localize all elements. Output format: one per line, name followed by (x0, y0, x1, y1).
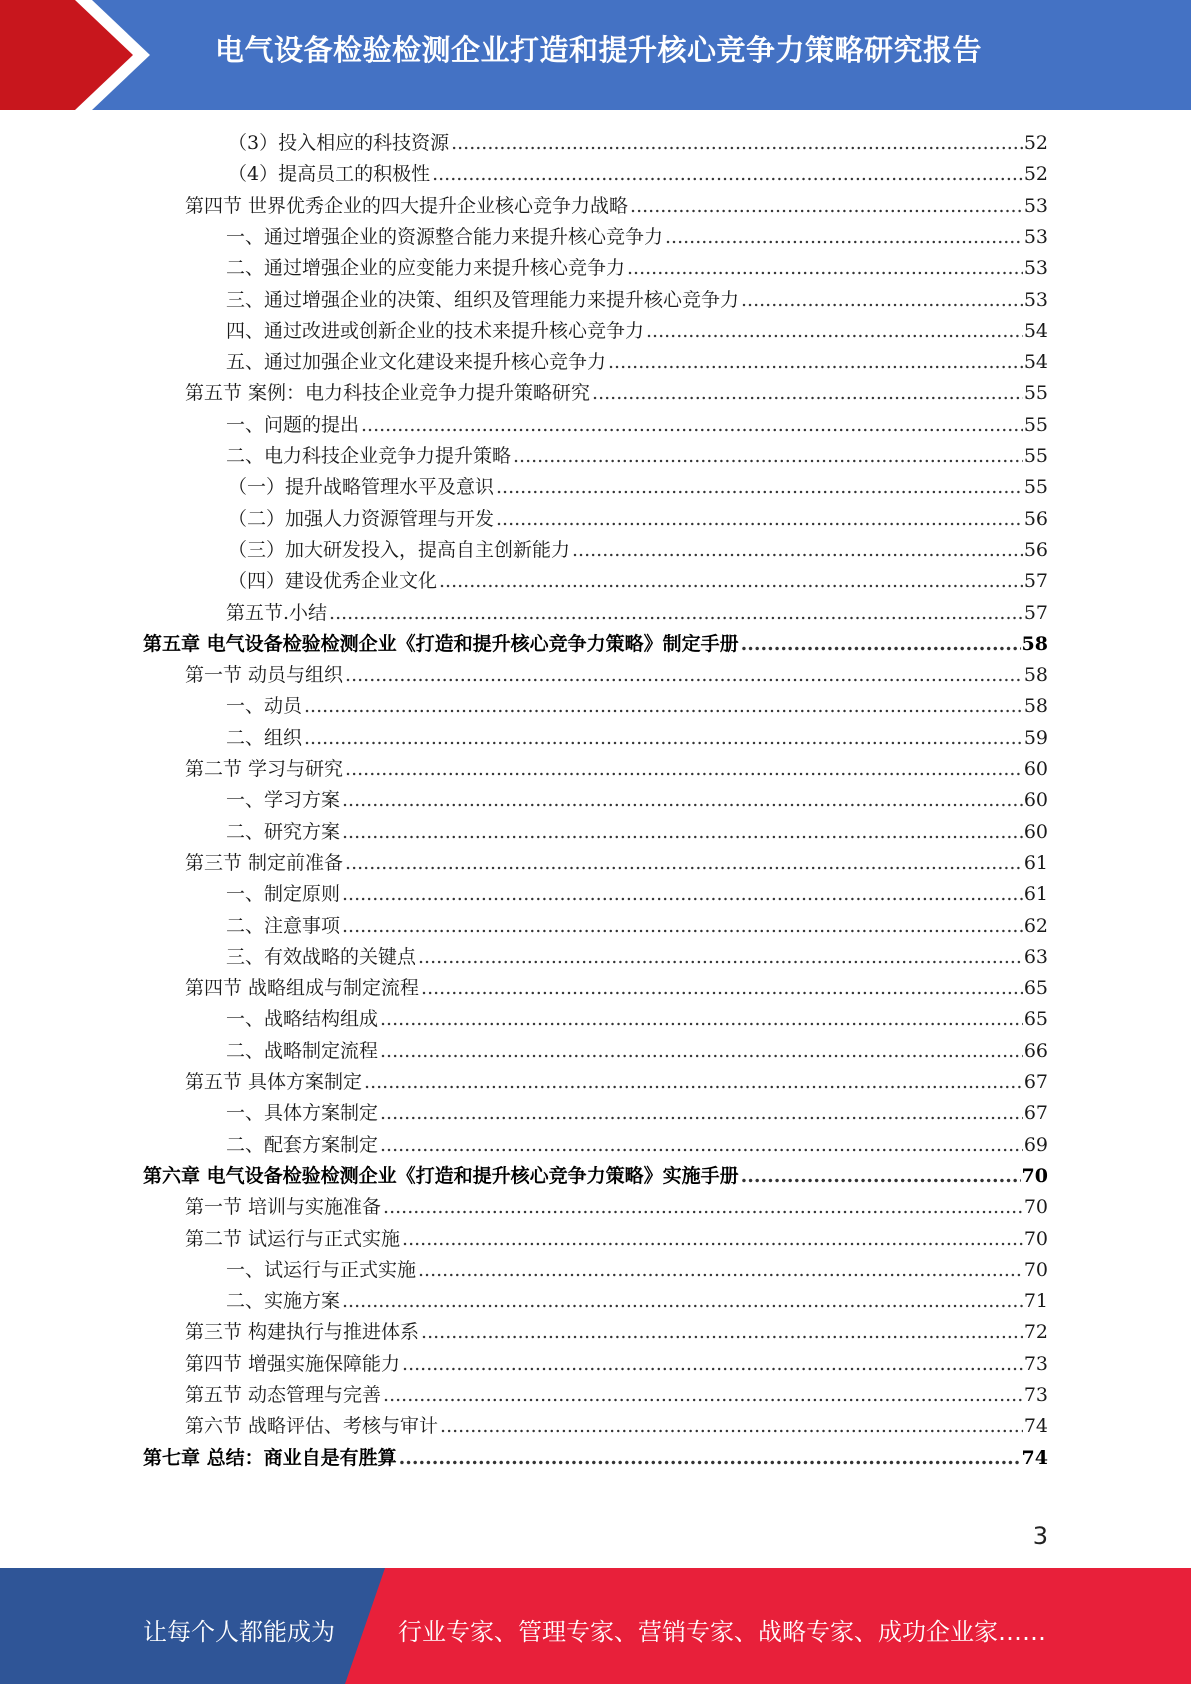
toc-entry-title: （二）加强人力资源管理与开发 (228, 507, 495, 530)
footer-slogan-left: 让每个人都能成为 (143, 1618, 335, 1646)
toc-dot-leader (418, 942, 1023, 973)
toc-entry-title: 一、问题的提出 (226, 413, 360, 436)
toc-dot-leader (439, 566, 1023, 597)
toc-entry[interactable] (143, 1443, 1048, 1474)
toc-dot-leader (451, 128, 1023, 159)
toc-entry[interactable] (226, 1004, 1048, 1035)
toc-entry-title: 一、学习方案 (226, 789, 341, 812)
toc-entry-title: （3）投入相应的科技资源 (228, 132, 450, 154)
toc-dot-leader (421, 973, 1023, 1004)
toc-dot-leader (342, 785, 1023, 816)
toc-entry-page: 58 (1023, 664, 1048, 687)
toc-entry-title: 二、组织 (226, 726, 303, 749)
toc-dot-leader (304, 723, 1023, 754)
toc-entry[interactable] (185, 1380, 1048, 1411)
toc-dot-leader (440, 1411, 1023, 1442)
toc-entry-title: 第五节 具体方案制定 (185, 1071, 363, 1093)
toc-entry-page: 60 (1023, 789, 1048, 812)
toc-dot-leader (342, 1286, 1023, 1317)
toc-entry[interactable] (226, 347, 1048, 378)
toc-entry[interactable] (228, 504, 1048, 535)
toc-entry-page: 56 (1023, 538, 1048, 561)
toc-entry-title: 二、配套方案制定 (226, 1133, 379, 1156)
header-banner (0, 0, 1191, 110)
toc-entry-page: 52 (1023, 163, 1048, 186)
toc-dot-leader (361, 410, 1023, 441)
toc-entry-page: 54 (1023, 319, 1048, 342)
toc-entry[interactable] (228, 159, 1048, 190)
toc-entry-page: 55 (1023, 445, 1048, 467)
toc-entry-title: 二、战略制定流程 (226, 1039, 379, 1062)
toc-entry-title: 第四节 世界优秀企业的四大提升企业核心竞争力战略 (185, 194, 629, 217)
toc-entry-page: 59 (1023, 726, 1048, 749)
toc-dot-leader (421, 1317, 1023, 1348)
toc-dot-leader (630, 191, 1023, 222)
toc-entry-page: 54 (1023, 351, 1048, 374)
toc-entry[interactable] (226, 253, 1048, 284)
toc-entry[interactable] (185, 848, 1048, 879)
toc-entry-title: 三、通过增强企业的决策、组织及管理能力来提升核心竞争力 (226, 288, 740, 311)
toc-entry-page: 74 (1023, 1415, 1048, 1438)
toc-entry[interactable] (226, 785, 1048, 816)
toc-entry[interactable] (226, 1130, 1048, 1161)
toc-dot-leader (345, 754, 1023, 785)
toc-entry[interactable] (185, 754, 1048, 785)
toc-entry-page: 61 (1023, 851, 1048, 874)
toc-entry-title: 第四节 增强实施保障能力 (185, 1352, 401, 1375)
toc-entry-title: 第二节 学习与研究 (185, 758, 344, 780)
toc-dot-leader (342, 817, 1023, 848)
toc-entry[interactable] (228, 535, 1048, 566)
toc-entry[interactable] (185, 1317, 1048, 1348)
toc-dot-leader (380, 1036, 1023, 1067)
toc-entry[interactable] (226, 441, 1048, 472)
toc-entry-title: 第三节 构建执行与推进体系 (185, 1321, 420, 1344)
toc-entry-title: 第五节 动态管理与完善 (185, 1384, 382, 1406)
toc-entry-page: 73 (1023, 1384, 1048, 1406)
toc-entry[interactable] (228, 472, 1048, 503)
toc-entry[interactable] (226, 691, 1048, 722)
toc-entry-title: 二、通过增强企业的应变能力来提升核心竞争力 (226, 257, 626, 280)
toc-dot-leader (402, 1224, 1023, 1255)
toc-entry-title: （三）加大研发投入，提高自主创新能力 (228, 538, 571, 561)
toc-entry[interactable] (143, 1161, 1048, 1192)
toc-entry-title: 二、注意事项 (226, 914, 341, 937)
toc-dot-leader (496, 472, 1023, 503)
toc-dot-leader (741, 1161, 1021, 1192)
toc-entry-title: 第六节 战略评估、考核与审计 (185, 1415, 439, 1438)
toc-dot-leader (496, 504, 1023, 535)
toc-dot-leader (608, 347, 1023, 378)
toc-entry[interactable] (226, 1286, 1048, 1317)
toc-entry-title: 第五节 案例：电力科技企业竞争力提升策略研究 (185, 382, 591, 405)
toc-entry-page: 70 (1023, 1196, 1048, 1219)
toc-entry-page: 57 (1023, 601, 1048, 624)
toc-entry[interactable] (226, 911, 1048, 942)
toc-entry-title: 二、研究方案 (226, 820, 341, 843)
toc-entry-title: 第二节 试运行与正式实施 (185, 1227, 401, 1250)
toc-entry-page: 63 (1023, 945, 1048, 968)
toc-entry-title: 第一节 培训与实施准备 (185, 1196, 382, 1219)
toc-entry-title: 五、通过加强企业文化建设来提升核心竞争力 (226, 351, 607, 374)
toc-entry[interactable] (143, 629, 1048, 660)
toc-entry-title: 一、通过增强企业的资源整合能力来提升核心竞争力 (226, 225, 664, 248)
toc-dot-leader (383, 1380, 1023, 1411)
toc-entry[interactable] (185, 1192, 1048, 1223)
toc-entry-page: 58 (1021, 632, 1048, 655)
toc-entry[interactable] (226, 1098, 1048, 1129)
toc-entry[interactable] (185, 191, 1048, 222)
toc-dot-leader (418, 1255, 1023, 1286)
toc-entry-page: 65 (1023, 977, 1048, 1000)
toc-entry[interactable] (226, 817, 1048, 848)
toc-entry-title: （四）建设优秀企业文化 (228, 570, 438, 593)
toc-dot-leader (432, 159, 1023, 190)
toc-entry[interactable] (226, 410, 1048, 441)
toc-entry-page: 74 (1021, 1446, 1048, 1469)
toc-dot-leader (342, 911, 1023, 942)
toc-entry-page: 65 (1023, 1008, 1048, 1031)
toc-entry-page: 55 (1023, 413, 1048, 436)
footer-slogan-right: 行业专家、管理专家、营销专家、战略专家、成功企业家…… (398, 1618, 1046, 1646)
toc-entry[interactable] (228, 566, 1048, 597)
toc-dot-leader (665, 222, 1023, 253)
toc-entry-page: 73 (1023, 1352, 1048, 1375)
toc-dot-leader (345, 660, 1023, 691)
toc-entry-title: 第三节 制定前准备 (185, 851, 344, 874)
toc-entry[interactable] (226, 942, 1048, 973)
toc-dot-leader (380, 1004, 1023, 1035)
document-title: 电气设备检验检测企业打造和提升核心竞争力策略研究报告 (215, 33, 983, 67)
toc-entry-title: 一、动员 (226, 695, 303, 718)
toc-dot-leader (380, 1130, 1023, 1161)
toc-entry[interactable] (226, 879, 1048, 910)
toc-entry-page: 70 (1023, 1258, 1048, 1281)
toc-dot-leader (741, 629, 1021, 660)
toc-entry-page: 67 (1023, 1102, 1048, 1125)
toc-entry[interactable] (228, 128, 1048, 159)
toc-entry-title: （一）提升战略管理水平及意识 (228, 476, 495, 499)
toc-entry[interactable] (185, 1349, 1048, 1380)
toc-dot-leader (345, 848, 1023, 879)
toc-dot-leader (592, 378, 1023, 409)
toc-entry[interactable] (226, 598, 1048, 629)
toc-entry-title: 第五节.小结 (226, 601, 328, 624)
toc-dot-leader (646, 316, 1023, 347)
toc-entry[interactable] (226, 1255, 1048, 1286)
toc-entry-page: 56 (1023, 507, 1048, 530)
toc-entry[interactable] (185, 378, 1048, 409)
toc-entry-title: 二、电力科技企业竞争力提升策略 (226, 445, 512, 467)
toc-entry-page: 61 (1023, 883, 1048, 906)
toc-entry-page: 60 (1023, 758, 1048, 780)
toc-entry[interactable] (185, 1411, 1048, 1442)
toc-entry-title: 第四节 战略组成与制定流程 (185, 977, 420, 1000)
toc-dot-leader (399, 1443, 1021, 1474)
toc-entry-page: 55 (1023, 382, 1048, 405)
toc-entry-page: 70 (1021, 1164, 1048, 1187)
toc-entry[interactable] (185, 1067, 1048, 1098)
toc-entry-title: 三、有效战略的关键点 (226, 945, 417, 968)
toc-dot-leader (513, 441, 1023, 472)
toc-entry-title: 第七章 总结：商业自是有胜算 (143, 1446, 397, 1469)
toc-dot-leader (627, 253, 1023, 284)
page-number: 3 (1032, 1522, 1048, 1550)
toc-entry-page: 55 (1023, 476, 1048, 499)
toc-entry-page: 72 (1023, 1321, 1048, 1344)
toc-entry-page: 58 (1023, 695, 1048, 718)
toc-entry-title: 一、制定原则 (226, 883, 341, 906)
toc-dot-leader (741, 285, 1023, 316)
toc-dot-leader (383, 1192, 1023, 1223)
toc-entry-page: 53 (1023, 194, 1048, 217)
toc-dot-leader (572, 535, 1023, 566)
toc-entry-page: 67 (1023, 1071, 1048, 1093)
toc-dot-leader (342, 879, 1023, 910)
toc-dot-leader (402, 1349, 1023, 1380)
toc-entry-page: 66 (1023, 1039, 1048, 1062)
toc-entry-title: 四、通过改进或创新企业的技术来提升核心竞争力 (226, 319, 645, 342)
toc-entry-page: 53 (1023, 288, 1048, 311)
toc-dot-leader (380, 1098, 1023, 1129)
toc-entry-title: 一、具体方案制定 (226, 1102, 379, 1125)
toc-entry-page: 60 (1023, 820, 1048, 843)
toc-entry-page: 71 (1023, 1290, 1048, 1313)
toc-entry-page: 53 (1023, 225, 1048, 248)
toc-dot-leader (304, 691, 1023, 722)
toc-entry-title: 第一节 动员与组织 (185, 664, 344, 687)
toc-entry-title: 第五章 电气设备检验检测企业《打造和提升核心竞争力策略》制定手册 (143, 632, 739, 655)
toc-entry-title: 二、实施方案 (226, 1290, 341, 1313)
toc-entry-title: 第六章 电气设备检验检测企业《打造和提升核心竞争力策略》实施手册 (143, 1164, 739, 1187)
toc-entry[interactable] (226, 723, 1048, 754)
toc-entry[interactable] (185, 660, 1048, 691)
toc-entry-title: 一、战略结构组成 (226, 1008, 379, 1031)
toc-entry[interactable] (226, 1036, 1048, 1067)
toc-dot-leader (329, 598, 1023, 629)
toc-entry-title: 一、试运行与正式实施 (226, 1258, 417, 1281)
toc-entry-page: 69 (1023, 1133, 1048, 1156)
toc-entry[interactable] (226, 285, 1048, 316)
toc-entry-page: 53 (1023, 257, 1048, 280)
toc-entry[interactable] (185, 973, 1048, 1004)
toc-entry-page: 70 (1023, 1227, 1048, 1250)
toc-entry[interactable] (226, 316, 1048, 347)
toc-entry-page: 52 (1023, 132, 1048, 154)
toc-entry-title: （4）提高员工的积极性 (228, 163, 431, 186)
toc-entry-page: 62 (1023, 914, 1048, 937)
toc-entry[interactable] (226, 222, 1048, 253)
toc-entry[interactable] (185, 1224, 1048, 1255)
toc-entry-page: 57 (1023, 570, 1048, 593)
toc-dot-leader (364, 1067, 1023, 1098)
